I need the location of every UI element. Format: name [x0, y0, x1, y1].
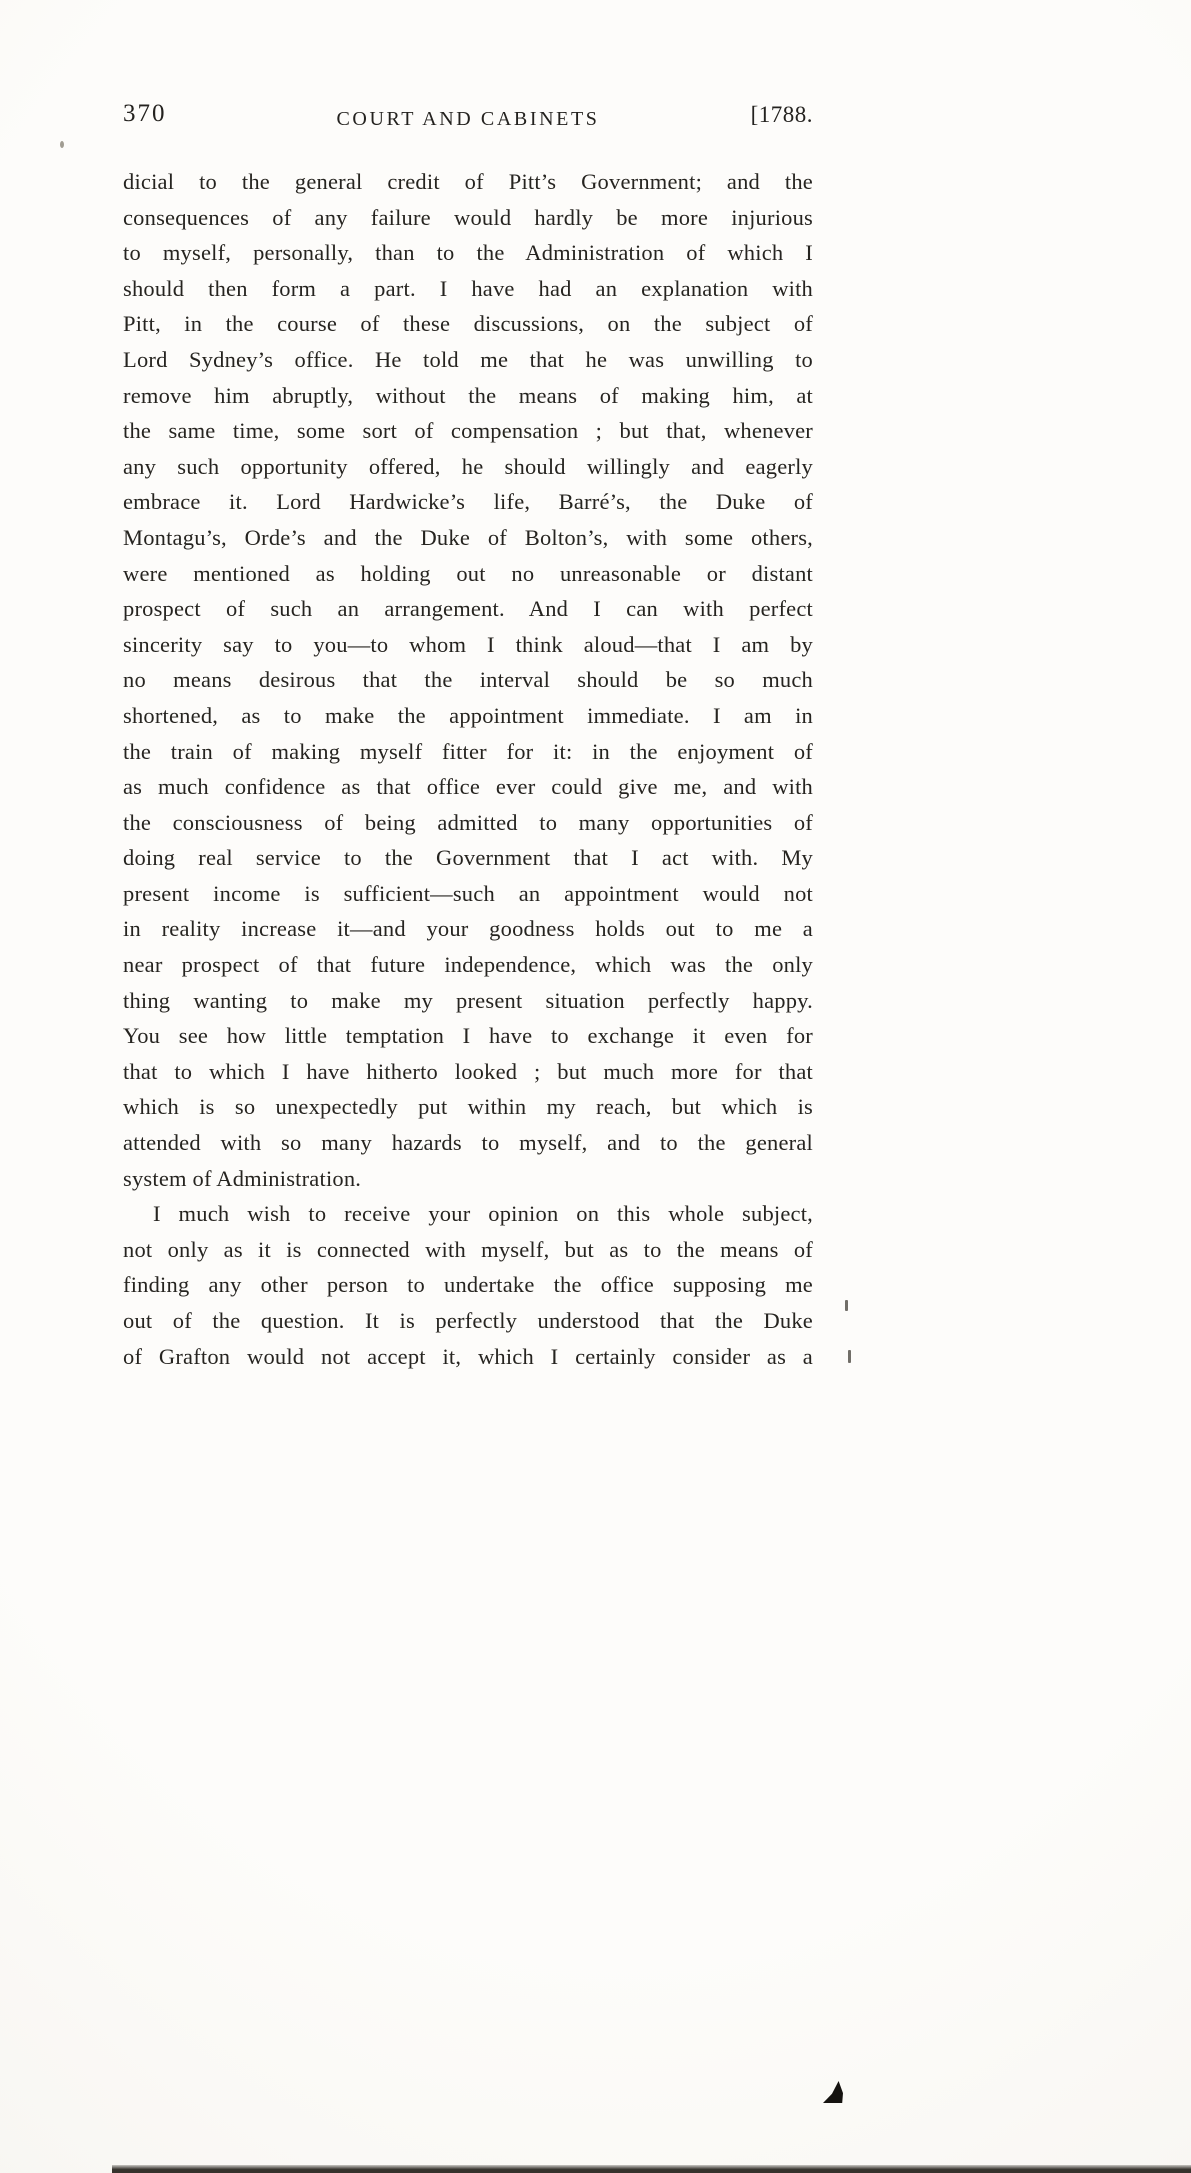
text-line: doing real service to the Government that I act with. My — [123, 845, 813, 871]
text-line: shortened, as to make the appointment immediate. I am in — [123, 702, 813, 728]
date-marker: [1788. — [750, 102, 813, 127]
text-line: Pitt, in the course of these discussions, on the subject of — [123, 311, 813, 337]
text-line: of Grafton would not accept it, which I certainly consider as a — [123, 1343, 813, 1369]
page-number: 370 — [123, 100, 167, 127]
text-line: to myself, personally, than to the Administration of which I — [123, 240, 813, 266]
text-line: any such opportunity offered, he should willingly and eagerly — [123, 453, 813, 479]
text-line: as much confidence as that office ever could give me, and with — [123, 774, 813, 800]
text-line: the consciousness of being admitted to many opportunities of — [123, 809, 813, 835]
page-edge-shadow — [112, 2165, 1191, 2173]
text-line: remove him abruptly, without the means of making him, at — [123, 382, 813, 408]
text-line: which is so unexpectedly put within my reach, but which is — [123, 1094, 813, 1120]
scan-speck — [60, 141, 64, 148]
text-line: no means desirous that the interval should be so much — [123, 667, 813, 693]
scan-speck — [848, 1350, 851, 1363]
text-line: attended with so many hazards to myself, and to the general — [123, 1130, 813, 1156]
ink-blot-mark — [823, 2081, 843, 2103]
text-line: not only as it is connected with myself, but as to the means of — [123, 1236, 813, 1262]
text-line: the same time, some sort of compensation ; but that, whenever — [123, 418, 813, 444]
text-line: near prospect of that future independence, which was the only — [123, 952, 813, 978]
text-line: should then form a part. I have had an explanation with — [123, 275, 813, 301]
text-line: Montagu’s, Orde’s and the Duke of Bolton’s, with some others, — [123, 524, 813, 550]
running-title: COURT AND CABINETS — [336, 108, 600, 130]
text-line-paragraph-start: I much wish to receive your opinion on this whole subject, — [153, 1201, 813, 1227]
text-line: the train of making myself fitter for it: in the enjoyment of — [123, 738, 813, 764]
text-line: out of the question. It is perfectly understood that the Duke — [123, 1308, 813, 1333]
text-line: dicial to the general credit of Pitt’s Government; and the — [123, 169, 813, 194]
text-line: prospect of such an arrangement. And I can with perfect — [123, 596, 813, 622]
text-line: You see how little temptation I have to exchange it even for — [123, 1023, 813, 1049]
scan-speck — [845, 1300, 848, 1311]
text-line: consequences of any failure would hardly be more injurious — [123, 204, 813, 230]
text-line: present income is sufficient—such an appointment would not — [123, 880, 813, 906]
text-line-paragraph-end: system of Administration. — [123, 1165, 362, 1191]
text-line: thing wanting to make my present situation perfectly happy. — [123, 987, 813, 1013]
text-line: in reality increase it—and your goodness holds out to me a — [123, 916, 813, 942]
text-line: were mentioned as holding out no unreasonable or distant — [123, 560, 813, 586]
body-text — [123, 164, 813, 1374]
text-line: finding any other person to undertake the office supposing me — [123, 1272, 813, 1298]
text-line: sincerity say to you—to whom I think aloud—that I am by — [123, 631, 813, 657]
text-line: embrace it. Lord Hardwicke’s life, Barré’s, the Duke of — [123, 489, 813, 515]
text-line: that to which I have hitherto looked ; but much more for that — [123, 1058, 813, 1084]
text-line: Lord Sydney’s office. He told me that he was unwilling to — [123, 346, 813, 372]
page-header — [123, 100, 813, 136]
